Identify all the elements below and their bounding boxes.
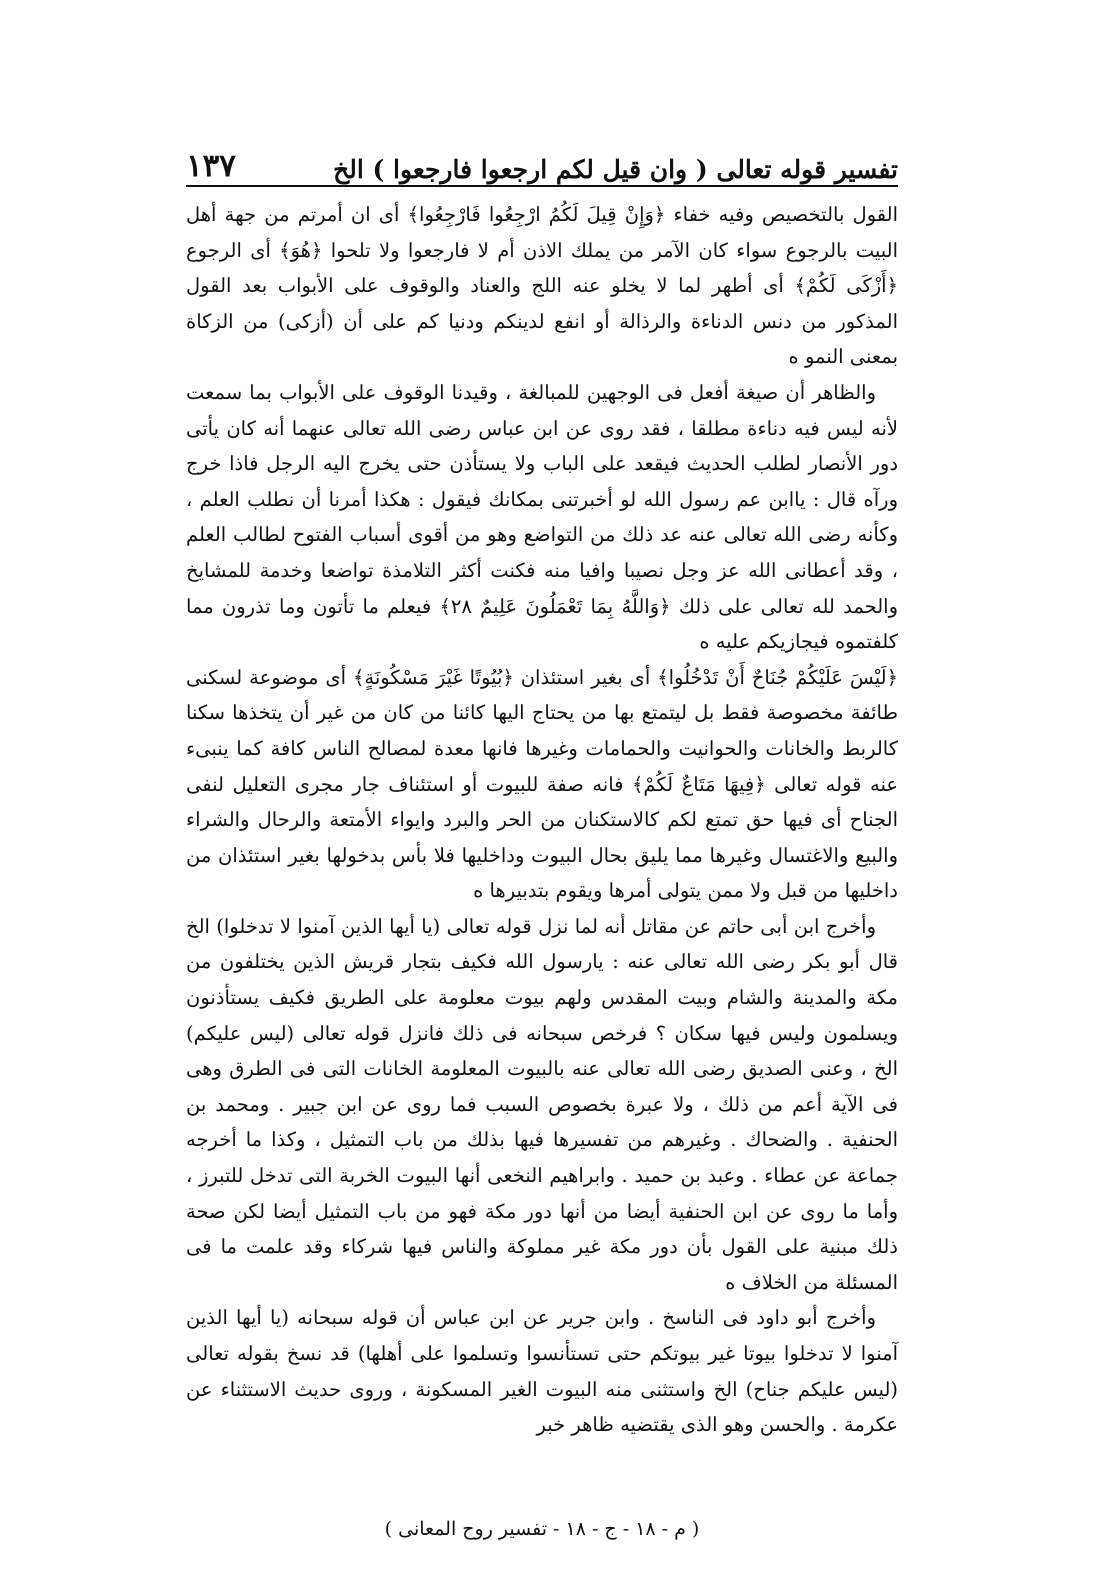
header-rule	[186, 185, 898, 187]
running-title: تفسير قوله تعالى ( وان قيل لكم ارجعوا فارجعوا ) الخ	[333, 155, 898, 184]
running-header	[186, 138, 898, 184]
paragraph: القول بالتخصيص وفيه خفاء ﴿وَإِنْ قِيلَ لَكُمُ ارْجِعُوا فَارْجِعُوا﴾ أى ان أمرتم من جهة أهل البيت بالرجوع سواء كان الآمر من يملك الاذن أم لا فارجعوا ولا تلحوا ﴿هُوَ﴾ أى الرجوع ﴿أَزْكَى لَكُمْ﴾ أى أطهر لما لا يخلو عنه اللج والعناد والوقوف على الأبواب بعد القول المذكور من دنس الدناءة والرذالة أو انفع لدينكم ودنيا كم على أن (أزكى) من الزكاة بمعنى النمو ه	[186, 203, 898, 369]
page-footer: ( م - ١٨ - ج - ١٨ - تفسير روح المعانى )	[384, 1518, 700, 1540]
paragraph: وأخرج أبو داود فى الناسخ . وابن جرير عن ابن عباس أن قوله سبحانه (يا أيها الذين آمنوا لا تدخلوا بيوتا غير بيوتكم حتى تستأنسوا وتسلموا على أهلها) قد نسخ بقوله تعالى (ليس عليكم جناح) الخ واستثنى منه البيوت الغير المسكونة ، وروى حديث الاستثناء عن عكرمة . والحسن وهو الذى يقتضيه ظاهر خبر	[186, 1306, 898, 1437]
paragraph: والظاهر أن صيغة أفعل فى الوجهين للمبالغة ، وقيدنا الوقوف على الأبواب بما سمعت لأنه ليس فيه دناءة مطلقا ، فقد روى عن ابن عباس رضى الله تعالى عنهما أنه كان يأتى دور الأنصار لطلب الحديث فيقعد على الباب ولا يستأذن حتى يخرج اليه الرجل فاذا خرج ورآه قال : ياابن عم رسول الله لو أخبرتنى بمكانك فيقول : هكذا أمرنا أن نطلب العلم ، وكأنه رضى الله تعالى عنه عد ذلك من التواضع وهو من أقوى أسباب الفتوح لطالب العلم ، وقد أعطانى الله عز وجل نصيبا وافيا منه فكنت أكثر التلامذة تواضعا وخدمة للمشايخ والحمد لله تعالى على ذلك ﴿وَاللَّهُ بِمَا تَعْمَلُونَ عَلِيمٌ ٢٨﴾ فيعلم ما تأتون وما تذرون مما كلفتموه فيجازيكم عليه ه	[186, 380, 898, 654]
paragraph: وأخرج ابن أبى حاتم عن مقاتل أنه لما نزل قوله تعالى (يا أيها الذين آمنوا لا تدخلوا) الخ قال أبو بكر رضى الله تعالى عنه : يارسول الله فكيف بتجار قريش الذين يختلفون من مكة والمدينة والشام وبيت المقدس ولهم بيوت معلومة على الطريق فكيف يستأذنون ويسلمون وليس فيها سكان ؟ فرخص سبحانه فى ذلك فانزل قوله تعالى (ليس عليكم) الخ ، وعنى الصديق رضى الله تعالى عنه بالبيوت المعلومة الخانات التى فى الطرق وهى فى الآية أعم من ذلك ، ولا عبرة بخصوص السبب فما روى عن ابن جبير . ومحمد بن الحنفية . والضحاك . وغيرهم من تفسيرها فيها بذلك من باب التمثيل ، وكذا ما أخرجه جماعة عن عطاء . وعبد بن حميد . وابراهيم النخعى أنها البيوت الخربة التى تدخل للتبرز ، وأما ما روى عن ابن الحنفية أيضا من أنها دور مكة فهو من باب التمثيل أيضا لكن صحة ذلك مبنية على القول بأن دور مكة غير مملوكة والناس فيها شركاء وقد علمت ما فى المسئلة من الخلاف ه	[186, 914, 898, 1294]
page-number: ١٣٧	[186, 148, 236, 184]
body-text	[186, 197, 898, 1443]
paragraph: ﴿لَيْسَ عَلَيْكُمْ جُنَاحٌ أَنْ تَدْخُلُوا﴾ أى بغير استئذان ﴿بُيُوتًا غَيْرَ مَسْكُونَةٍ﴾ أى موضوعة لسكنى طائفة مخصوصة فقط بل ليتمتع بها من يحتاج اليها كائنا من كان من غير أن يتخذها سكنا كالربط والخانات والحوانيت والحمامات وغيرها فانها معدة لمصالح الناس كافة كما ينبىء عنه قوله تعالى ﴿فِيهَا مَتَاعٌ لَكُمْ﴾ فانه صفة للبيوت أو استئناف جار مجرى التعليل لنفى الجناح أى فيها حق تمتع لكم كالاستكنان من الحر والبرد وايواء الأمتعة والرحال والشراء والبيع والاغتسال وغيرها مما يليق بحال البيوت وداخليها فلا بأس بدخولها بغير استئذان من داخليها من قبل ولا ممن يتولى أمرها ويقوم بتدبيرها ه	[186, 665, 898, 903]
